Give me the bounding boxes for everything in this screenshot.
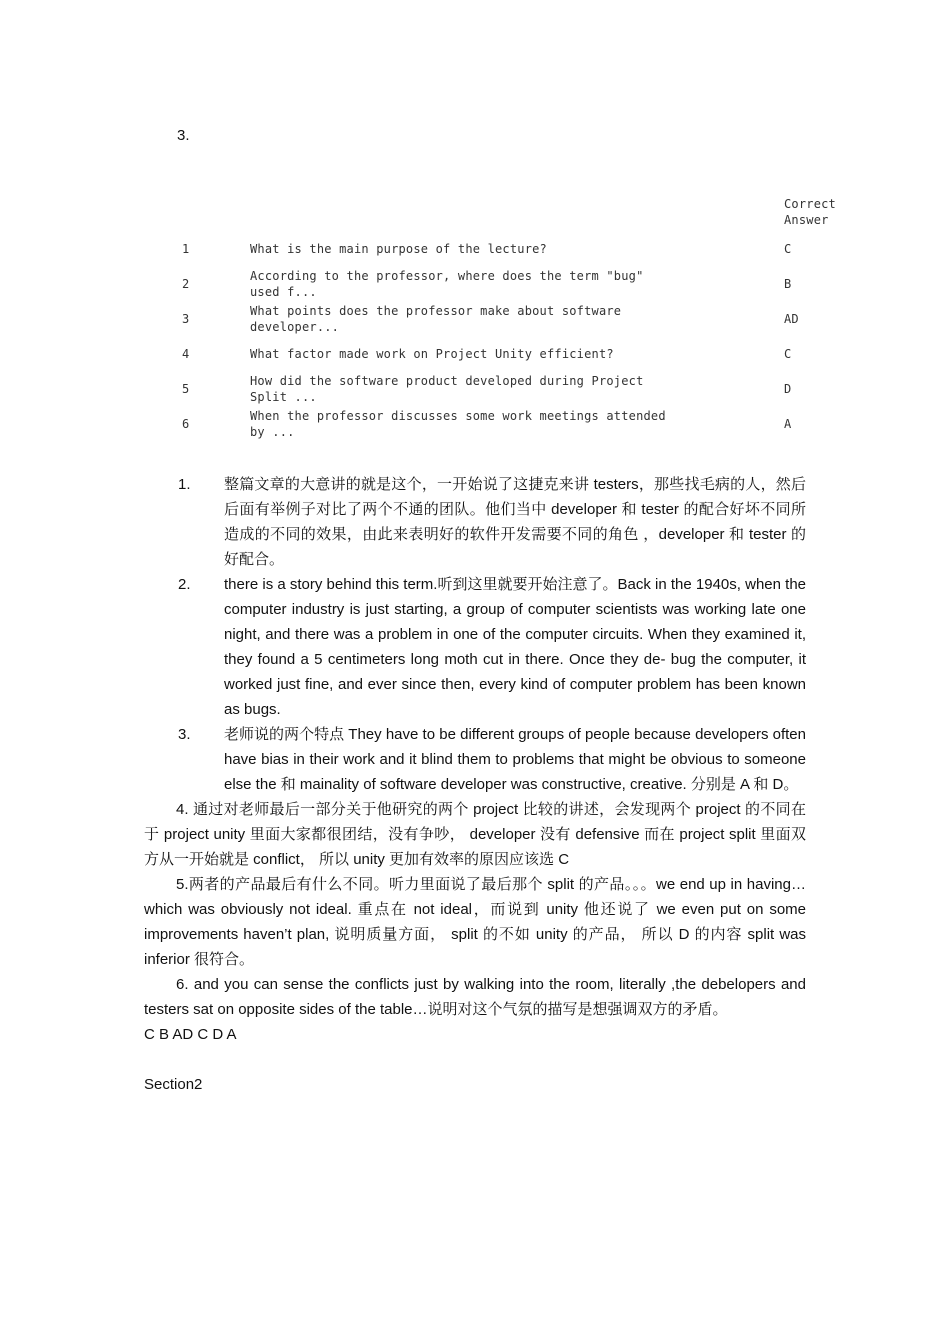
question-number: 3 — [182, 312, 190, 326]
item-number: 3. — [178, 726, 191, 743]
paragraph: 4. 通过对老师最后一部分关于他研究的两个 project 比较的讲述，会发现两个 project 的不同在于 project unity 里面大家都很团结，没有争吵， developer 没有 defensive 而在 project split 里面双方从一开始就是 conflict， 所以 unity 更加有效率的原因应该选 C — [144, 801, 806, 868]
table-row — [180, 407, 840, 441]
question-number: 1 — [182, 242, 190, 256]
item-text: 老师说的两个特点 They have to be different groups of people because developers often have bias in their work and it blind them to problems that might be obvious to someone else the 和 mainality of software developer was constructive, creative. 分别是 A 和 D。 — [224, 726, 806, 793]
question-text: What is the main purpose of the lecture? — [250, 242, 547, 256]
paragraph: 6. and you can sense the conflicts just by walking into the room, literally ,the debelopers and testers sat on opposite sides of the table…说明对这个气氛的描写是想强调双方的矛盾。 — [144, 976, 806, 1018]
section-heading: Section2 — [144, 1076, 203, 1093]
item-number: 1. — [178, 476, 191, 493]
explanation-body — [144, 472, 806, 1097]
correct-answer: A — [784, 417, 792, 431]
correct-answer-header: Correct Answer — [784, 197, 836, 227]
question-number: 6 — [182, 417, 190, 431]
table-row — [180, 302, 840, 336]
table-row — [180, 232, 840, 266]
item-text: there is a story behind this term.听到这里就要开始注意了。Back in the 1940s, when the computer industry is just starting, a group of computer scientists was working late one night, and there was a problem in one of the computer circuits. When they examined it, they found a 5 centimeters long moth cut in there. Once they de- bug the computer, it worked just fine, and ever since then, every kind of computer problem has been known as bugs. — [224, 576, 806, 718]
question-text: What points does the professor make about software developer... — [250, 304, 622, 334]
paragraph: 5.两者的产品最后有什么不同。听力里面说了最后那个 split 的产品。。。we end up in having…which was obviously not ideal. 重点在 not ideal，而说到 unity 他还说了 we even put on some improvements haven’t plan, 说明质量方面， split 的不如 unity 的产品， 所以 D 的内容 split was inferior 很符合。 — [144, 876, 806, 968]
question-text: How did the software product developed during Project Split ... — [250, 374, 644, 404]
table-row — [180, 372, 840, 406]
question-number: 4 — [182, 347, 190, 361]
list-item — [144, 572, 806, 722]
correct-answer: C — [784, 242, 792, 256]
correct-answer: C — [784, 347, 792, 361]
section-number: 3. — [177, 127, 190, 144]
correct-answer: D — [784, 382, 792, 396]
question-text: What factor made work on Project Unity efficient? — [250, 347, 614, 361]
correct-answer: AD — [784, 312, 799, 326]
correct-answer: B — [784, 277, 792, 291]
question-text: According to the professor, where does the term "bug" used f... — [250, 269, 644, 299]
answer-key: C B AD C D A — [144, 1026, 237, 1043]
question-number: 5 — [182, 382, 190, 396]
table-row — [180, 337, 840, 371]
item-text: 整篇文章的大意讲的就是这个，一开始说了这捷克来讲 testers，那些找毛病的人，然后后面有举例子对比了两个不通的团队。他们当中 developer 和 tester 的配合好坏不同所造成的不同的效果，由此来表明好的软件开发需要不同的角色 ，developer 和 tester 的好配合。 — [224, 476, 806, 568]
list-item — [144, 722, 806, 797]
list-item — [144, 472, 806, 572]
table-row — [180, 267, 840, 301]
question-number: 2 — [182, 277, 190, 291]
item-number: 2. — [178, 576, 191, 593]
question-text: When the professor discusses some work meetings attended by ... — [250, 409, 666, 439]
